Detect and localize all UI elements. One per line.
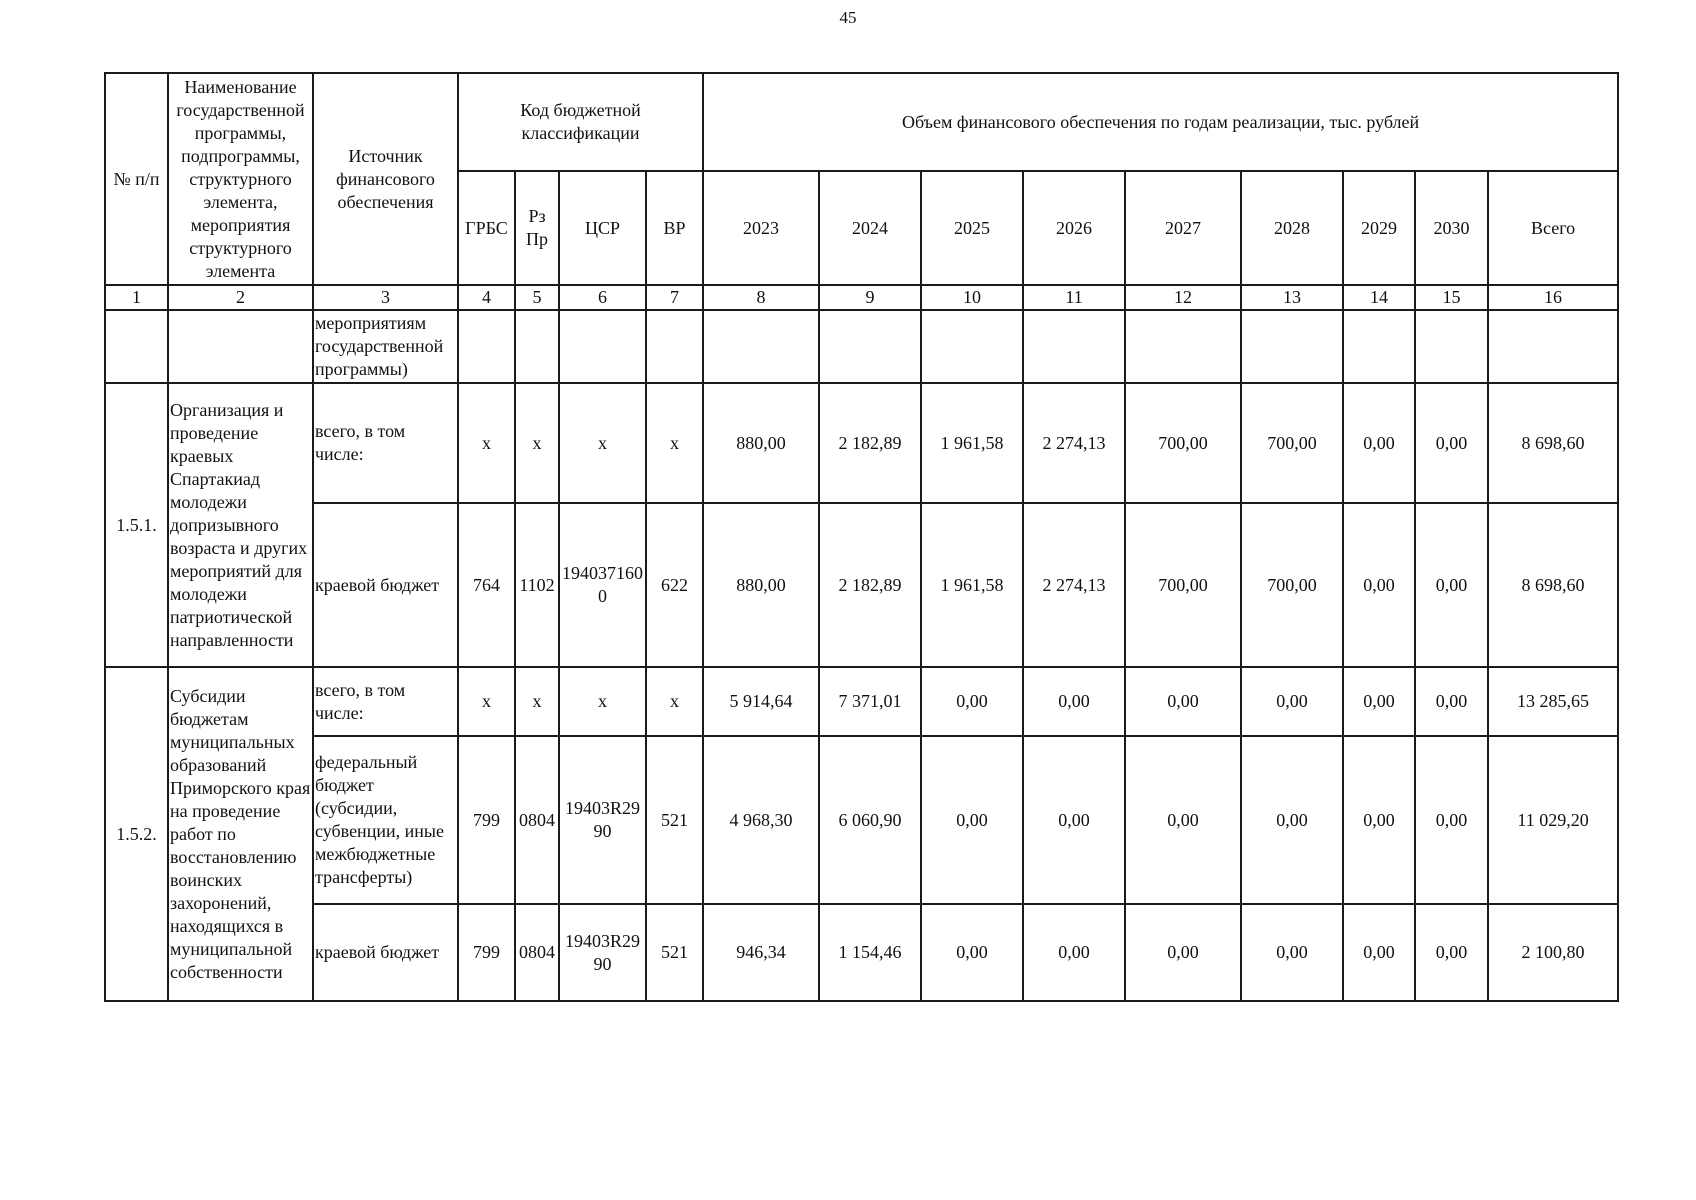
column-index: 10: [921, 285, 1023, 310]
cell-value: 0,00: [1343, 667, 1415, 736]
cell-sum: 8 698,60: [1488, 383, 1618, 503]
cell-empty: [703, 310, 819, 383]
cell-empty: [1241, 310, 1343, 383]
cell-empty: [105, 310, 168, 383]
cell-value: 700,00: [1125, 383, 1241, 503]
cell-empty: [1415, 310, 1488, 383]
cell-vr: 521: [646, 904, 703, 1001]
cell-grbs: x: [458, 383, 515, 503]
header-source: Источник финансового обеспечения: [313, 73, 458, 285]
cell-rzpr: 1102: [515, 503, 559, 667]
cell-value: 0,00: [1241, 736, 1343, 904]
column-index: 12: [1125, 285, 1241, 310]
column-index: 5: [515, 285, 559, 310]
cell-empty: [646, 310, 703, 383]
cell-empty: [819, 310, 921, 383]
column-index: 8: [703, 285, 819, 310]
cell-empty: [921, 310, 1023, 383]
cell-rzpr: 0804: [515, 736, 559, 904]
cell-empty: [1023, 310, 1125, 383]
cell-sum: 8 698,60: [1488, 503, 1618, 667]
header-year: 2023: [703, 171, 819, 285]
cell-value: 1 961,58: [921, 383, 1023, 503]
header-year: 2030: [1415, 171, 1488, 285]
cell-csr: 19403R2990: [559, 904, 646, 1001]
header-vr: ВР: [646, 171, 703, 285]
cell-value: 0,00: [1023, 736, 1125, 904]
cell-empty: [1343, 310, 1415, 383]
column-index-row: [105, 285, 1618, 310]
cell-vr: 521: [646, 736, 703, 904]
header-year: 2027: [1125, 171, 1241, 285]
cell-value: 0,00: [1415, 383, 1488, 503]
cell-value: 0,00: [921, 736, 1023, 904]
cell-csr: 1940371600: [559, 503, 646, 667]
header-total: Всего: [1488, 171, 1618, 285]
header-year: 2025: [921, 171, 1023, 285]
table-row-continuation: [105, 310, 1618, 383]
cell-value: 2 182,89: [819, 503, 921, 667]
cell-source: мероприятиям государственной программы): [313, 310, 458, 383]
cell-sum: 2 100,80: [1488, 904, 1618, 1001]
header-year: 2028: [1241, 171, 1343, 285]
cell-empty: [168, 310, 313, 383]
cell-item-name: Организация и проведение краевых Спартакиад молодежи допризывного возраста и других мероприятий для молодежи патриотической направленности: [168, 383, 313, 667]
cell-grbs: 764: [458, 503, 515, 667]
cell-vr: x: [646, 667, 703, 736]
table-row: [105, 904, 1618, 1001]
cell-value: 0,00: [1125, 904, 1241, 1001]
cell-value: 1 961,58: [921, 503, 1023, 667]
column-index: 11: [1023, 285, 1125, 310]
column-index: 2: [168, 285, 313, 310]
table-row: [105, 667, 1618, 736]
header-rzpr: Рз Пр: [515, 171, 559, 285]
header-row-1: [105, 73, 1618, 171]
column-index: 1: [105, 285, 168, 310]
cell-value: 5 914,64: [703, 667, 819, 736]
cell-value: 700,00: [1125, 503, 1241, 667]
column-index: 4: [458, 285, 515, 310]
header-year: 2024: [819, 171, 921, 285]
column-index: 15: [1415, 285, 1488, 310]
column-index: 6: [559, 285, 646, 310]
header-name: Наименование государственной программы, подпрограммы, структурного элемента, мероприятия структурного элемента: [168, 73, 313, 285]
cell-source: всего, в том числе:: [313, 383, 458, 503]
header-num: № п/п: [105, 73, 168, 285]
cell-value: 0,00: [1415, 904, 1488, 1001]
column-index: 16: [1488, 285, 1618, 310]
cell-value: 0,00: [921, 904, 1023, 1001]
cell-rzpr: x: [515, 667, 559, 736]
column-index: 7: [646, 285, 703, 310]
cell-value: 0,00: [921, 667, 1023, 736]
cell-value: 0,00: [1343, 736, 1415, 904]
cell-value: 946,34: [703, 904, 819, 1001]
page-number: 45: [839, 8, 857, 27]
header-csr: ЦСР: [559, 171, 646, 285]
cell-grbs: 799: [458, 904, 515, 1001]
financing-table: [104, 72, 1619, 1002]
cell-value: 880,00: [703, 503, 819, 667]
cell-value: 0,00: [1415, 503, 1488, 667]
header-budget-code: Код бюджетной классификации: [458, 73, 703, 171]
cell-value: 0,00: [1241, 667, 1343, 736]
cell-value: 700,00: [1241, 383, 1343, 503]
cell-source: федеральный бюджет (субсидии, субвенции, иные межбюджетные трансферты): [313, 736, 458, 904]
cell-value: 700,00: [1241, 503, 1343, 667]
cell-rzpr: 0804: [515, 904, 559, 1001]
cell-source: краевой бюджет: [313, 904, 458, 1001]
cell-value: 0,00: [1125, 667, 1241, 736]
cell-item-number: 1.5.2.: [105, 667, 168, 1001]
cell-value: 0,00: [1023, 904, 1125, 1001]
cell-value: 0,00: [1343, 503, 1415, 667]
cell-item-number: 1.5.1.: [105, 383, 168, 667]
header-year: 2026: [1023, 171, 1125, 285]
cell-rzpr: x: [515, 383, 559, 503]
cell-item-name: Субсидии бюджетам муниципальных образований Приморского края на проведение работ по восстановлению воинских захоронений, находящихся в муниципальной собственности: [168, 667, 313, 1001]
column-index: 14: [1343, 285, 1415, 310]
cell-source: всего, в том числе:: [313, 667, 458, 736]
cell-value: 2 274,13: [1023, 503, 1125, 667]
cell-vr: x: [646, 383, 703, 503]
header-volume: Объем финансового обеспечения по годам реализации, тыс. рублей: [703, 73, 1618, 171]
cell-value: 0,00: [1343, 383, 1415, 503]
cell-value: 0,00: [1125, 736, 1241, 904]
cell-value: 1 154,46: [819, 904, 921, 1001]
cell-csr: x: [559, 667, 646, 736]
cell-empty: [1125, 310, 1241, 383]
column-index: 13: [1241, 285, 1343, 310]
header-year: 2029: [1343, 171, 1415, 285]
cell-value: 4 968,30: [703, 736, 819, 904]
cell-empty: [559, 310, 646, 383]
cell-empty: [1488, 310, 1618, 383]
header-grbs: ГРБС: [458, 171, 515, 285]
cell-grbs: x: [458, 667, 515, 736]
table-row: [105, 383, 1618, 503]
cell-value: 0,00: [1415, 736, 1488, 904]
cell-value: 2 274,13: [1023, 383, 1125, 503]
cell-value: 6 060,90: [819, 736, 921, 904]
table-row: [105, 503, 1618, 667]
cell-csr: x: [559, 383, 646, 503]
column-index: 9: [819, 285, 921, 310]
cell-value: 0,00: [1343, 904, 1415, 1001]
column-index: 3: [313, 285, 458, 310]
cell-vr: 622: [646, 503, 703, 667]
cell-grbs: 799: [458, 736, 515, 904]
cell-value: 0,00: [1415, 667, 1488, 736]
cell-value: 2 182,89: [819, 383, 921, 503]
cell-empty: [458, 310, 515, 383]
cell-value: 880,00: [703, 383, 819, 503]
cell-csr: 19403R2990: [559, 736, 646, 904]
cell-source: краевой бюджет: [313, 503, 458, 667]
cell-sum: 11 029,20: [1488, 736, 1618, 904]
cell-value: 0,00: [1023, 667, 1125, 736]
cell-sum: 13 285,65: [1488, 667, 1618, 736]
cell-value: 7 371,01: [819, 667, 921, 736]
table-row: [105, 736, 1618, 904]
cell-empty: [515, 310, 559, 383]
cell-value: 0,00: [1241, 904, 1343, 1001]
